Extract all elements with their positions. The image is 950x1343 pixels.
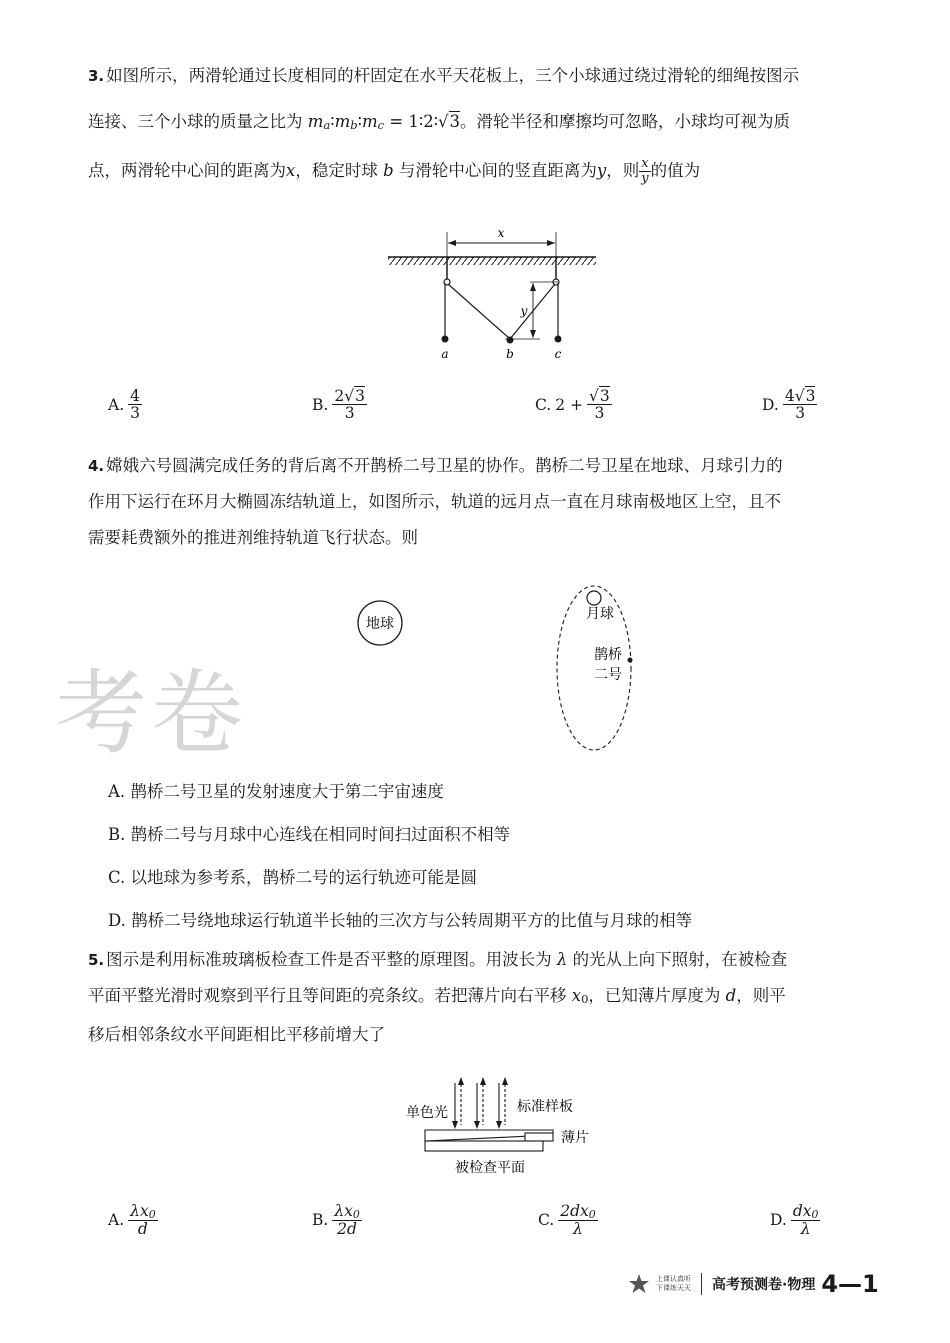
q4-line-3: 需要耗费额外的推进剂维持轨道飞行状态。则 [88, 528, 418, 547]
satellite-label-1: 鹊桥 [594, 647, 622, 663]
q4-option-a[interactable]: A. 鹊桥二号卫星的发射速度大于第二宇宙速度 [108, 782, 444, 801]
plate-label: 标准样板 [517, 1099, 573, 1115]
ball-a [442, 336, 449, 343]
footer-label: 高考预测卷·物理 [712, 1277, 816, 1293]
ceiling-hatch [388, 257, 596, 265]
q4-line-1: 4. 嫦娥六号圆满完成任务的背后离不开鹊桥二号卫星的协作。鹊桥二号卫星在地球、月球引力的 [88, 456, 783, 475]
question-5 [88, 942, 888, 1053]
ball-c [555, 336, 562, 343]
satellite-label-2: 二号 [594, 667, 622, 683]
y-label: y [520, 304, 528, 318]
ball-b [507, 337, 514, 344]
q5-line-3: 移后相邻条纹水平间距相比平移前增大了 [88, 1025, 385, 1044]
sheet-label: 薄片 [561, 1130, 589, 1146]
q3-option-b[interactable]: B. $\frac{2√3}{3}$ [312, 387, 365, 423]
page-footer [628, 1264, 898, 1304]
question-3 [88, 58, 888, 189]
q5-option-c[interactable]: C. $\frac{2dx0}{\lambda}$ [538, 1202, 596, 1239]
moon-label: 月球 [586, 606, 614, 622]
ball-a-label: a [441, 347, 449, 361]
x-label: x [497, 226, 505, 240]
q4-option-c[interactable]: C. 以地球为参考系，鹊桥二号的运行轨迹可能是圆 [108, 868, 478, 887]
q3-option-c[interactable]: C. 2 + $\frac{√3}{3}$ [535, 387, 610, 423]
light-rays [455, 1079, 505, 1125]
q4-line-2: 作用下运行在环月大椭圆冻结轨道上，如图所示，轨道的远月点一直在月球南极地区上空，且不 [88, 492, 781, 511]
q3-line-2: 连接、三个小球的质量之比为 ma∶mb∶mc = 1∶2∶√3。滑轮半径和摩擦均可忽略，小球均可视为质 [88, 112, 790, 132]
q4-option-d[interactable]: D. 鹊桥二号绕地球运行轨道半长轴的三次方与公转周期平方的比值与月球的相等 [108, 911, 693, 930]
inspected-surface [425, 1141, 543, 1151]
watermark: 考卷 [55, 660, 248, 767]
q5-line-2: 平面平整光滑时观察到平行且等间距的亮条纹。若把薄片向右平移 x0，已知薄片厚度为 d，则平 [88, 986, 786, 1006]
q4-orbit-diagram [350, 585, 650, 755]
q5-interference-diagram [395, 1075, 615, 1180]
ball-c-label: c [554, 347, 562, 361]
q3-line-1: 3. 如图所示，两滑轮通过长度相同的杆固定在水平天花板上，三个小球通过绕过滑轮的细绳按图示 [88, 66, 800, 85]
q5-option-b[interactable]: B. $\frac{\lambda x0}{2d}$ [312, 1202, 360, 1239]
footer-divider [701, 1273, 702, 1295]
light-label: 单色光 [406, 1105, 448, 1121]
star-logo-icon [628, 1273, 650, 1295]
moon-circle [587, 591, 601, 605]
earth-label: 地球 [366, 616, 394, 632]
q5-option-d[interactable]: D. $\frac{dx0}{\lambda}$ [770, 1202, 819, 1239]
q3-option-a[interactable]: A. $\frac{4}{3}$ [108, 387, 140, 423]
ball-b-label: b [506, 347, 514, 361]
thin-sheet [525, 1133, 553, 1141]
q4-option-b[interactable]: B. 鹊桥二号与月球中心连线在相同时间扫过面积不相等 [108, 825, 511, 844]
q5-option-a[interactable]: A. $\frac{\lambda x0}{d}$ [108, 1202, 156, 1239]
q3-line-3: 点，两滑轮中心间的距离为x，稳定时球 b 与滑轮中心间的竖直距离为y，则 $\frac{x}{y}$ 的值为 [88, 156, 701, 186]
string-left-b [448, 284, 510, 339]
q3-ratio-fraction: $\frac{x}{y}$ [641, 156, 649, 186]
page-number: 4—1 [821, 1270, 879, 1298]
satellite-dot [628, 658, 633, 663]
q3-number: 3. [88, 67, 105, 85]
surface-label: 被检查平面 [455, 1160, 525, 1176]
q3-pulley-diagram [380, 222, 605, 367]
q4-options [108, 770, 692, 942]
question-4 [88, 448, 888, 556]
q3-option-d[interactable]: D. $\frac{4√3}{3}$ [762, 387, 816, 423]
logo-text: 上课认真听 下课练天天 [656, 1275, 691, 1292]
q5-line-1: 5. 图示是利用标准玻璃板检查工件是否平整的原理图。用波长为 λ 的光从上向下照射，在被检查 [88, 950, 788, 969]
